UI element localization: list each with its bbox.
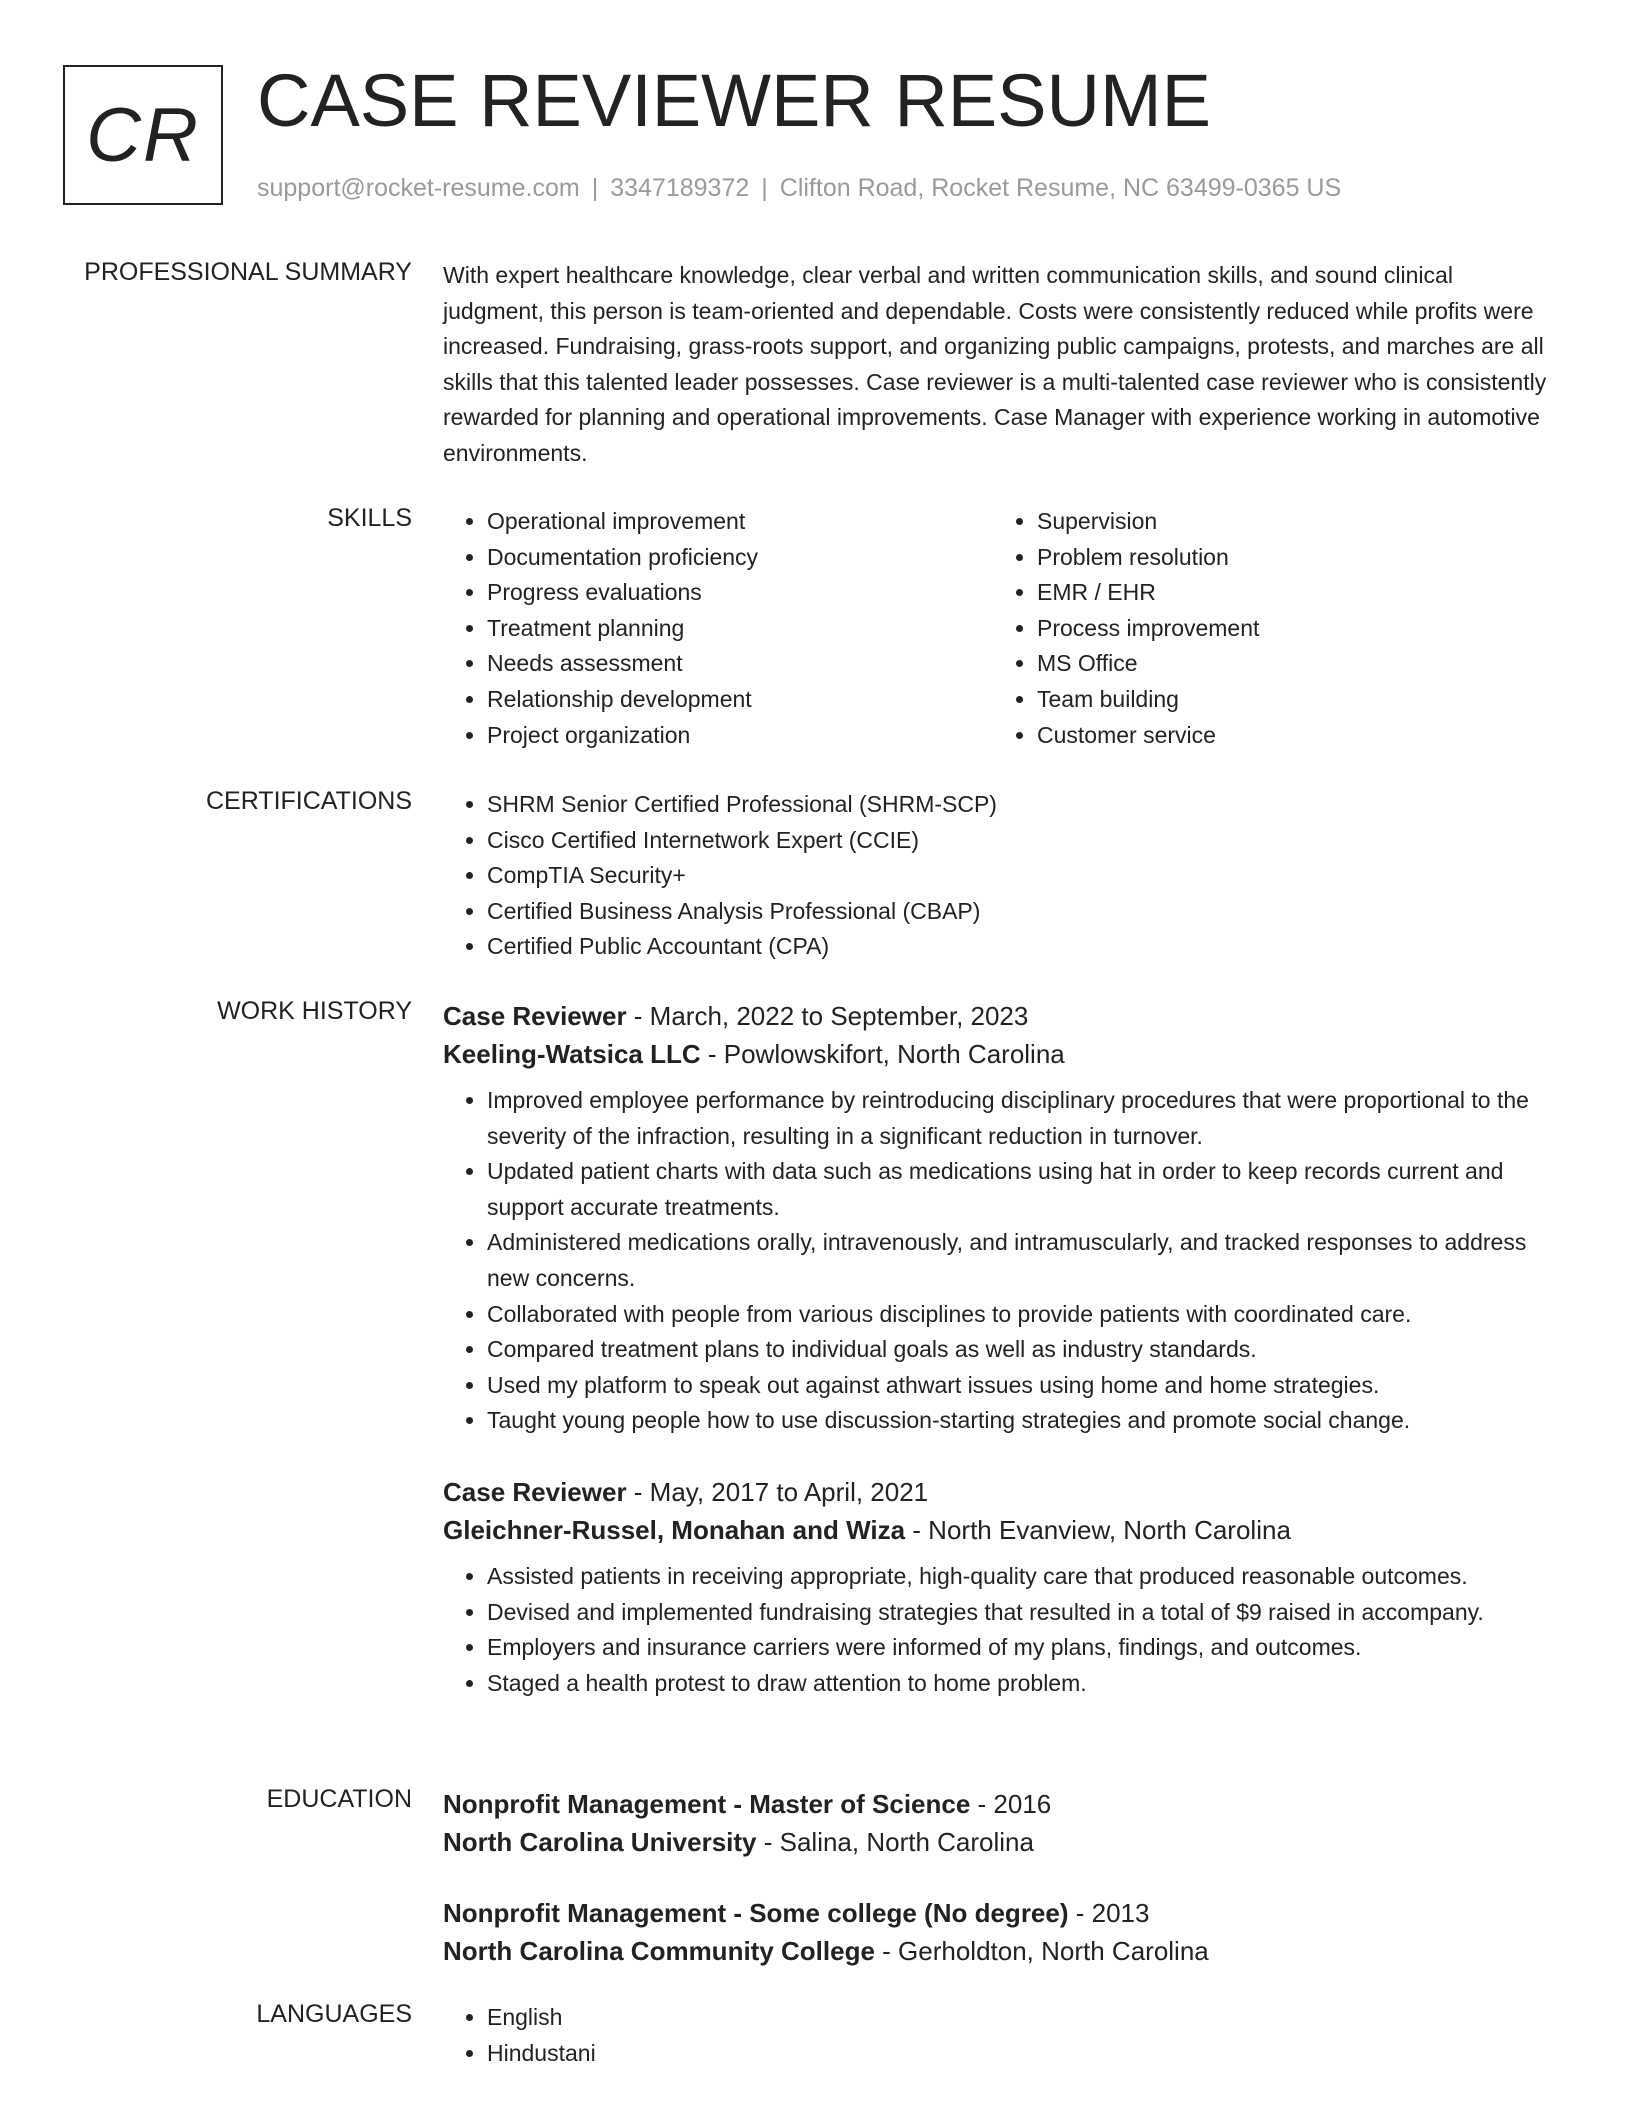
list-item: • Supervision	[1037, 504, 1543, 540]
contact-line	[257, 174, 1341, 203]
list-item: • Needs assessment	[487, 646, 993, 682]
degree-year: - 2016	[970, 1789, 1052, 1819]
list-item: • Relationship development	[487, 682, 993, 718]
list-item: • Treatment planning	[487, 611, 993, 647]
degree-line	[443, 1785, 1543, 1823]
monogram-badge: CR	[63, 65, 223, 205]
section-label-work-history: WORK HISTORY	[217, 997, 412, 1025]
contact-phone: 3347189372	[610, 174, 750, 202]
list-item: • Progress evaluations	[487, 575, 993, 611]
list-item: • Employers and insurance carriers were informed of my plans, findings, and outcomes.	[487, 1630, 1553, 1666]
job-location: - North Evanview, North Carolina	[905, 1514, 1291, 1545]
list-item: • Customer service	[1037, 718, 1543, 754]
job-company: Gleichner-Russel, Monahan and Wiza	[443, 1514, 906, 1545]
list-item: • MS Office	[1037, 646, 1543, 682]
degree: Nonprofit Management - Some college (No degree)	[443, 1898, 1069, 1928]
job-company-line	[443, 1511, 1553, 1549]
job-company-line	[443, 1035, 1553, 1073]
list-item: • Devised and implemented fundraising strategies that resulted in a total of $9 raised in accompany.	[487, 1595, 1553, 1631]
list-item: • Collaborated with people from various disciplines to provide patients with coordinated care.	[487, 1297, 1553, 1333]
page-title: CASE REVIEWER RESUME	[257, 59, 1211, 142]
section-label-skills: SKILLS	[327, 504, 412, 532]
list-item: • Taught young people how to use discussion-starting strategies and promote social change.	[487, 1403, 1553, 1439]
contact-email: support@rocket-resume.com	[257, 174, 580, 202]
list-item: • Used my platform to speak out against athwart issues using home and home strategies.	[487, 1368, 1553, 1404]
job-title-line	[443, 1473, 1553, 1511]
job-title: Case Reviewer	[443, 1476, 627, 1507]
job-duties-list	[443, 1559, 1553, 1701]
education-entry	[443, 1785, 1543, 1861]
list-item: • Administered medications orally, intravenously, and intramuscularly, and tracked responses to address new concerns.	[487, 1225, 1553, 1296]
list-item: • CompTIA Security+	[487, 858, 1543, 894]
list-item: • Project organization	[487, 718, 993, 754]
list-item: • Certified Business Analysis Professional (CBAP)	[487, 894, 1543, 930]
languages-list	[443, 2000, 1543, 2071]
job-dates: - May, 2017 to April, 2021	[626, 1476, 929, 1507]
school-location: - Gerholdton, North Carolina	[874, 1936, 1209, 1966]
skills-columns	[443, 504, 1543, 753]
education-body	[443, 1785, 1543, 1970]
list-item: • Problem resolution	[1037, 540, 1543, 576]
contact-separator: |	[591, 174, 599, 202]
list-item: • Hindustani	[487, 2036, 1543, 2072]
section-label-education: EDUCATION	[266, 1785, 412, 1813]
list-item: • Team building	[1037, 682, 1543, 718]
job-title-line	[443, 997, 1553, 1035]
contact-separator: |	[761, 174, 768, 202]
job-entry	[443, 997, 1553, 1439]
section-label-summary: PROFESSIONAL SUMMARY	[84, 258, 412, 286]
list-item: • Assisted patients in receiving appropriate, high-quality care that produced reasonable outcomes.	[487, 1559, 1553, 1595]
section-label-languages: LANGUAGES	[256, 2000, 412, 2028]
list-item: • EMR / EHR	[1037, 575, 1543, 611]
school-line	[443, 1823, 1543, 1861]
list-item: • Cisco Certified Internetwork Expert (CCIE)	[487, 823, 1543, 859]
job-duties-list	[443, 1083, 1553, 1439]
list-item: • Compared treatment plans to individual goals as well as industry standards.	[487, 1332, 1553, 1368]
job-dates: - March, 2022 to September, 2023	[626, 1001, 1029, 1031]
school-location: - Salina, North Carolina	[756, 1827, 1034, 1857]
section-label-certifications: CERTIFICATIONS	[205, 787, 412, 815]
certifications-body	[443, 787, 1543, 965]
summary-text: With expert healthcare knowledge, clear verbal and written communication skills, and sound clinical judgment, this person is team-oriented and dependable. Costs were consistently reduced while profits were increased. Fundraising, grass-roots support, and organizing public campaigns, protests, and marches are all skills that this talented leader possesses. Case reviewer is a multi-talented case reviewer who is consistently rewarded for planning and operational improvements. Case Manager with experience working in automotive environments.	[443, 262, 1547, 466]
degree-year: - 2013	[1068, 1898, 1150, 1928]
list-item: • Documentation proficiency	[487, 540, 993, 576]
job-title: Case Reviewer	[443, 1001, 627, 1031]
list-item: • Process improvement	[1037, 611, 1543, 647]
school: North Carolina University	[443, 1827, 757, 1857]
job-location: - Powlowskifort, North Carolina	[700, 1039, 1065, 1069]
list-item: • Certified Public Accountant (CPA)	[487, 929, 1543, 965]
list-item: • Operational improvement	[487, 504, 993, 540]
degree: Nonprofit Management - Master of Science	[443, 1789, 971, 1819]
list-item: • Improved employee performance by reintroducing disciplinary procedures that were proportional to the severity of the infraction, resulting in a significant reduction in turnover.	[487, 1083, 1553, 1154]
list-item: • Updated patient charts with data such as medications using hat in order to keep records current and support accurate treatments.	[487, 1154, 1553, 1225]
languages-body	[443, 2000, 1543, 2071]
certifications-list	[443, 787, 1543, 965]
job-company: Keeling-Watsica LLC	[443, 1039, 701, 1069]
list-item: • English	[487, 2000, 1543, 2036]
school: North Carolina Community College	[443, 1936, 875, 1966]
skills-list-right	[993, 504, 1543, 753]
work-history-body	[443, 997, 1553, 1701]
list-item: • Staged a health protest to draw attention to home problem.	[487, 1666, 1553, 1702]
education-entry	[443, 1894, 1543, 1970]
job-entry	[443, 1473, 1553, 1701]
degree-line	[443, 1894, 1543, 1932]
school-line	[443, 1932, 1543, 1970]
skills-list-left	[443, 504, 993, 753]
list-item: • SHRM Senior Certified Professional (SHRM-SCP)	[487, 787, 1543, 823]
contact-address: Clifton Road, Rocket Resume, NC 63499-0365 US	[779, 174, 1342, 202]
